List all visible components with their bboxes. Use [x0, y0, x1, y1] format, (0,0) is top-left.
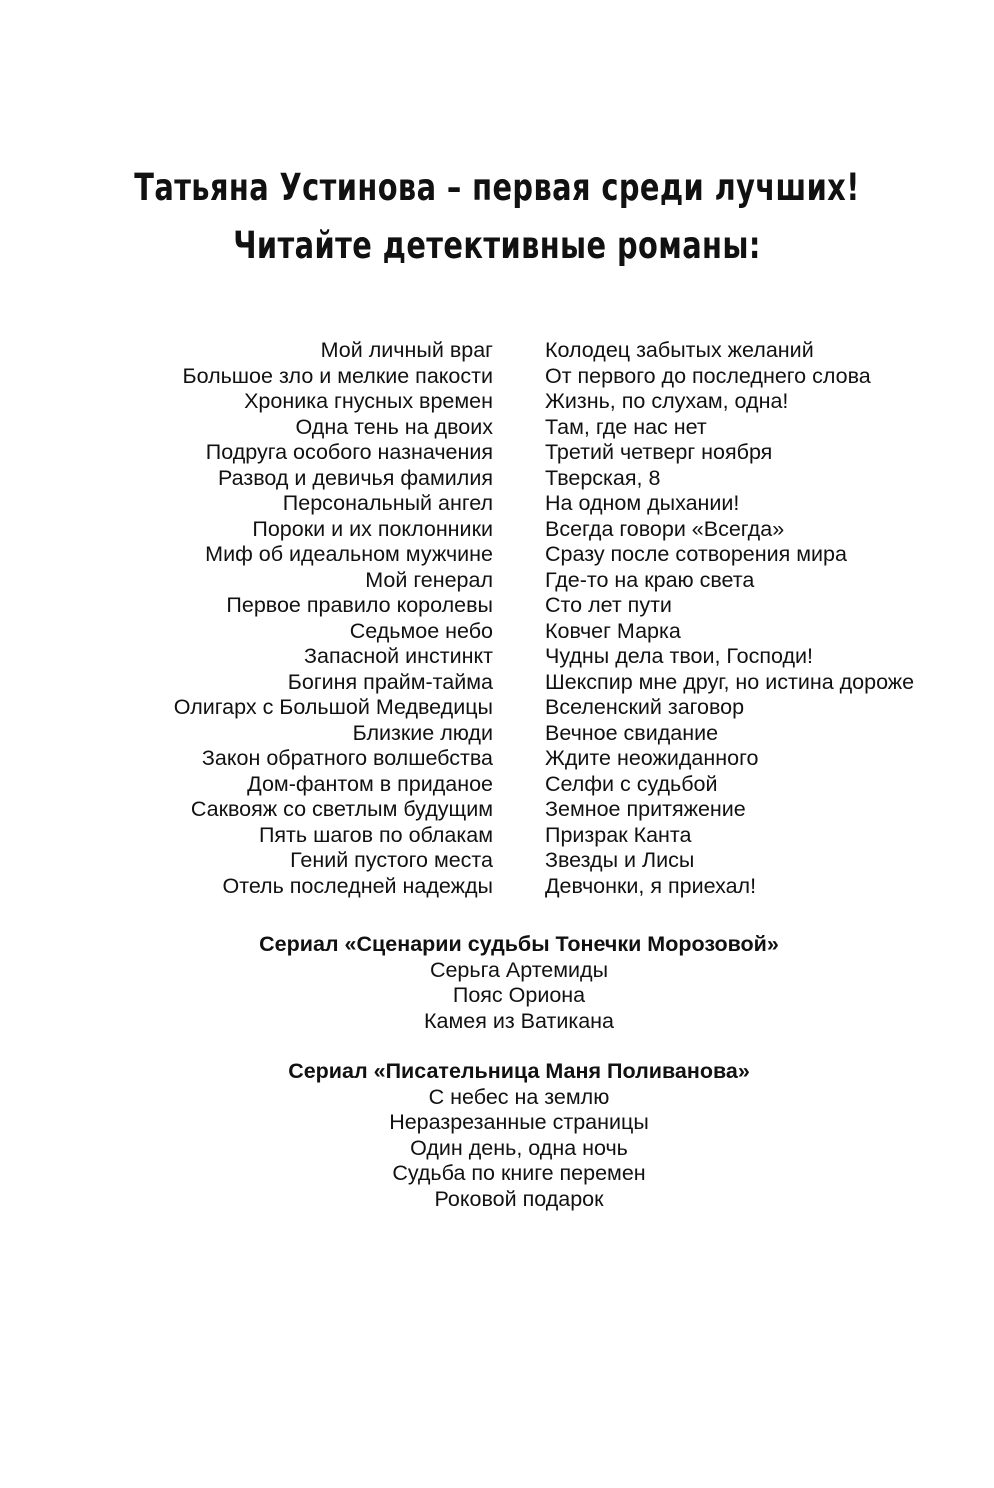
book-title: Один день, одна ночь	[410, 1135, 628, 1160]
book-title: Колодец забытых желаний	[545, 338, 814, 362]
book-title: Третий четверг ноября	[545, 440, 773, 464]
book-title: От первого до последнего слова	[545, 363, 871, 388]
series-title: Сериал «Писательница Маня Поливанова»	[288, 1059, 750, 1083]
book-title: Саквояж со светлым будущим	[190, 797, 493, 821]
page-heading-line-1: Татьяна Устинова – первая среди лучших!	[134, 166, 860, 209]
book-title: Мой генерал	[365, 567, 493, 592]
book-title: Земное притяжение	[545, 797, 746, 821]
book-title: Всегда говори «Всегда»	[545, 516, 785, 541]
series-block-tonechka	[0, 932, 994, 1034]
book-title: Миф об идеальном мужчине	[205, 542, 493, 566]
book-title: Ковчег Марка	[545, 618, 681, 643]
book-list-left-column	[133, 338, 493, 899]
book-title: Роковой подарок	[434, 1186, 604, 1211]
book-title: Пояс Ориона	[452, 983, 586, 1007]
book-title: Тверская, 8	[545, 465, 661, 490]
book-title: Мой личный враг	[320, 338, 493, 362]
book-title: Серьга Артемиды	[429, 957, 609, 982]
book-list-right-column	[545, 338, 985, 899]
book-title: Персональный ангел	[282, 491, 493, 515]
book-title: Жизнь, по слухам, одна!	[545, 389, 789, 413]
book-title: Ждите неожиданного	[545, 746, 759, 770]
book-title: На одном дыхании!	[545, 491, 740, 515]
book-title: Неразрезанные страницы	[389, 1110, 649, 1134]
book-title: Гений пустого места	[290, 848, 493, 872]
book-title: Камея из Ватикана	[423, 1008, 615, 1033]
book-title: Дом-фантом в приданое	[247, 771, 493, 796]
page-heading-line-2: Читайте детективные романы:	[233, 224, 761, 267]
series-block-manya	[0, 1059, 994, 1212]
book-title: Вечное свидание	[545, 720, 719, 745]
book-title: Призрак Канта	[545, 822, 692, 847]
book-title: Там, где нас нет	[545, 414, 707, 439]
book-title: Сто лет пути	[545, 593, 672, 617]
book-title: Сразу после сотворения мира	[545, 542, 847, 566]
book-title: Развод и девичья фамилия	[218, 465, 493, 490]
book-title: Пороки и их поклонники	[252, 516, 493, 541]
book-title: Закон обратного волшебства	[201, 746, 493, 770]
book-title: Шекспир мне друг, но истина дороже	[545, 669, 915, 694]
book-title: Звезды и Лисы	[545, 848, 695, 872]
book-title: Вселенский заговор	[545, 695, 745, 719]
book-title: Запасной инстинкт	[304, 644, 493, 668]
book-title: Чудны дела твои, Господи!	[545, 644, 813, 668]
book-title: Близкие люди	[352, 720, 493, 745]
book-title: Подруга особого назначения	[205, 440, 493, 464]
book-title: Седьмое небо	[349, 618, 493, 643]
series-title: Сериал «Сценарии судьбы Тонечки Морозовой»	[259, 932, 779, 956]
book-title: С небес на землю	[428, 1084, 610, 1109]
book-title: Олигарх с Большой Медведицы	[173, 695, 493, 719]
book-title: Пять шагов по облакам	[258, 822, 493, 847]
book-title: Богиня прайм-тайма	[287, 669, 493, 694]
book-title: Судьба по книге перемен	[392, 1161, 646, 1185]
book-title: Девчонки, я приехал!	[545, 873, 757, 898]
series-book-list	[0, 958, 994, 1035]
book-title: Селфи с судьбой	[545, 771, 718, 796]
book-title: Одна тень на двоих	[295, 414, 493, 439]
book-title: Большое зло и мелкие пакости	[182, 363, 493, 388]
series-book-list	[0, 1085, 994, 1213]
book-title: Где-то на краю света	[545, 567, 755, 592]
book-title: Первое правило королевы	[226, 593, 493, 617]
book-title: Отель последней надежды	[222, 873, 493, 898]
book-title: Хроника гнусных времен	[244, 389, 493, 413]
